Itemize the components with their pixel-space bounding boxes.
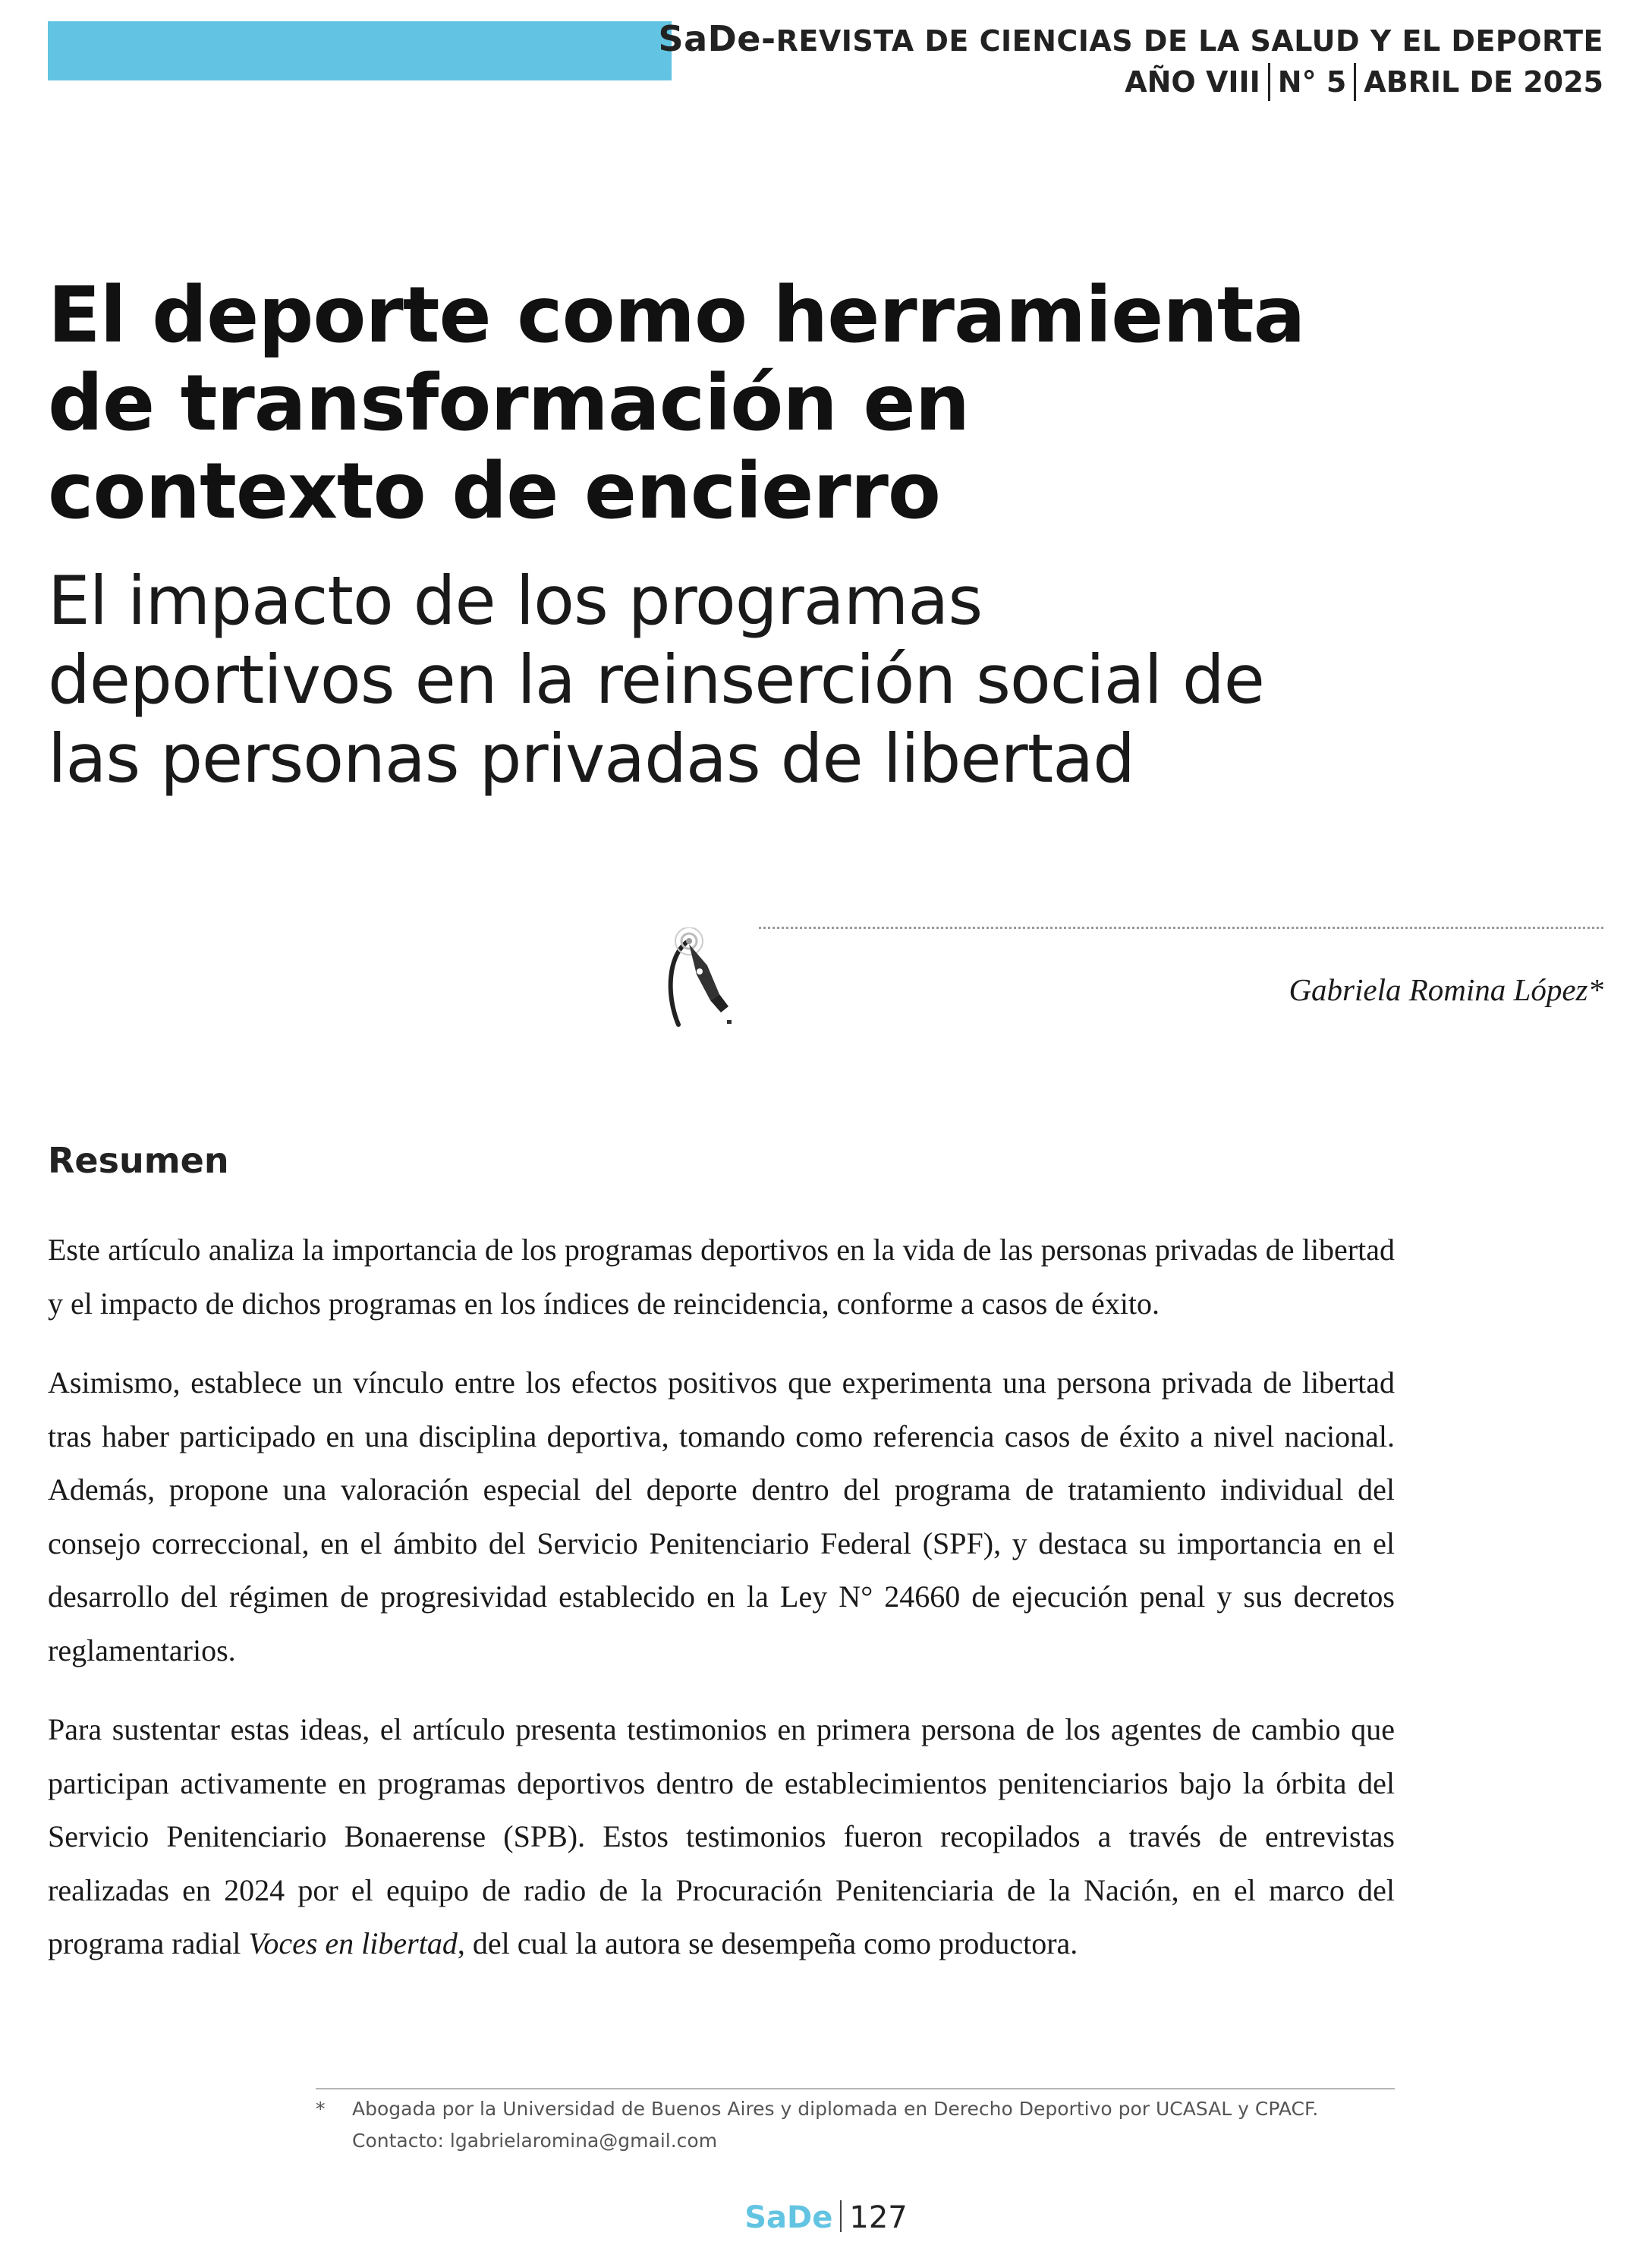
- journal-name: REVISTA DE CIENCIAS DE LA SALUD Y EL DEPORTE: [776, 24, 1603, 58]
- abstract-heading: Resumen: [48, 1140, 229, 1181]
- page-footer: [0, 2198, 1652, 2237]
- fountain-pen-icon: [653, 927, 774, 1041]
- divider: [1354, 63, 1356, 101]
- abstract-paragraph: Asimismo, establece un vínculo entre los efectos positivos que experimenta una persona privada de libertad tras haber participado en una disciplina deportiva, tomando como referencia casos de éxito a nivel nacional. Además, propone una valoración especial del deporte dentro del programa de tratamiento individual del consejo correccional, en el ámbito del Servicio Penitenciario Federal (SPF), y destaca su importancia en el desarrollo del régimen de progresividad establecido en la Ley N° 24660 de ejecución penal y sus decretos reglamentarios.: [48, 1365, 1395, 1667]
- journal-brand: SaDe-: [658, 18, 776, 59]
- journal-issue: N° 5: [1277, 65, 1347, 99]
- program-name: Voces en libertad: [248, 1926, 458, 1960]
- footnote-affiliation: Abogada por la Universidad de Buenos Aires y diplomada en Derecho Deportivo por UCASAL y CPACF.: [352, 2098, 1319, 2120]
- title-line: contexto de encierro: [48, 446, 941, 537]
- subtitle-line: las personas privadas de libertad: [48, 720, 1135, 798]
- abstract-text: , del cual la autora se desempeña como productora.: [457, 1926, 1078, 1960]
- abstract-paragraph: [48, 1703, 1395, 1971]
- abstract-text: Para sustentar estas ideas, el artículo presenta testimonios en primera persona de los agentes de cambio que participan activamente en programas deportivos dentro de establecimientos penitenciarios bajo la órbita del Servicio Penitenciario Bonaerense (SPB). Estos testimonios fueron recopilados a través de entrevistas realizadas en 2024 por el equipo de radio de la Procuración Penitenciaria de la Nación, en el marco del programa radial: [48, 1712, 1395, 1960]
- subtitle-line: deportivos en la reinserción social de: [48, 641, 1264, 719]
- journal-year: AÑO VIII: [1125, 65, 1260, 99]
- author-divider: [759, 927, 1603, 929]
- page-number: 127: [849, 2200, 908, 2235]
- footnote-contact: Contacto: lgabrielaromina@gmail.com: [352, 2130, 718, 2152]
- journal-header: [658, 20, 1603, 102]
- title-line: de transformación en: [48, 358, 970, 449]
- journal-title: [658, 20, 1603, 60]
- journal-date: ABRIL DE 2025: [1364, 65, 1603, 99]
- header-accent-bar: [48, 21, 672, 80]
- divider: [1268, 63, 1270, 101]
- footnote-divider: [316, 2088, 1395, 2089]
- subtitle-line: El impacto de los programas: [48, 562, 983, 640]
- footnote-mark: *: [316, 2098, 326, 2120]
- title-line: El deporte como herramienta: [48, 270, 1305, 361]
- article-subtitle: [48, 562, 1353, 798]
- abstract-body: [48, 1223, 1395, 1997]
- author-name: Gabriela Romina López*: [1289, 972, 1603, 1007]
- article-title: [48, 272, 1338, 536]
- author-footnote: [316, 2093, 1395, 2157]
- footer-brand: SaDe: [744, 2200, 833, 2235]
- divider: [840, 2200, 842, 2232]
- abstract-paragraph: Este artículo analiza la importancia de los programas deportivos en la vida de las personas privadas de libertad y el impacto de dichos programas en los índices de reincidencia, conforme a casos de éxito.: [48, 1233, 1395, 1321]
- journal-issue-info: [658, 61, 1603, 102]
